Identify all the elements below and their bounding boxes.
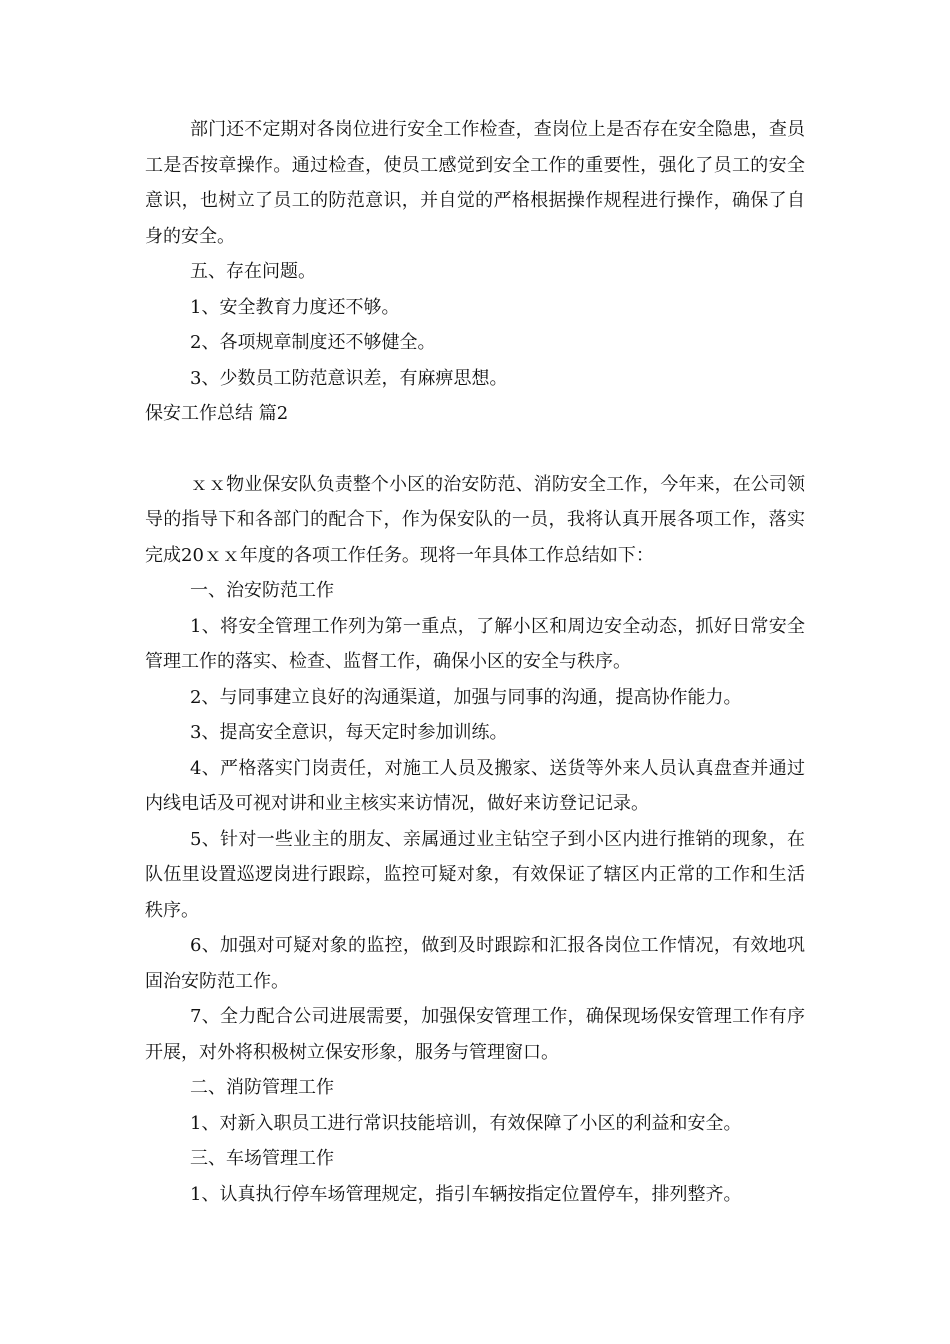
paragraph-intro: ｘｘ物业保安队负责整个小区的治安防范、消防安全工作，今年来，在公司领导的指导下和各部门的配合下，作为保安队的一员，我将认真开展各项工作，落实完成20ｘｘ年度的各项工作任务。现将一年具体工作总结如下： [145,473,805,566]
parking-item-1: 1、认真执行停车场管理规定，指引车辆按指定位置停车，排列整齐。 [190,1183,742,1205]
heading-issues: 五、存在问题。 [190,261,316,282]
security-item-3: 3、提高安全意识，每天定时参加训练。 [190,722,508,743]
blank-line [145,432,805,467]
section-title: 保安工作总结 篇2 [145,403,289,424]
security-item-7: 7、全力配合公司进展需要，加强保安管理工作，确保现场保安管理工作有序开展，对外将积极树立保安形象，服务与管理窗口。 [145,1006,805,1063]
issue-item-2: 2、各项规章制度还不够健全。 [190,332,436,353]
heading-parking: 三、车场管理工作 [190,1148,334,1169]
security-item-2: 2、与同事建立良好的沟通渠道，加强与同事的沟通，提高协作能力。 [190,686,742,708]
issue-item-3: 3、少数员工防范意识差，有麻痹思想。 [190,367,508,389]
document-body [145,112,805,1212]
heading-security: 一、治安防范工作 [190,580,334,601]
security-item-6: 6、加强对可疑对象的监控，做到及时跟踪和汇报各岗位工作情况，有效地巩固治安防范工作。 [145,935,805,992]
heading-fire: 二、消防管理工作 [190,1077,334,1098]
security-item-1: 1、将安全管理工作列为第一重点，了解小区和周边安全动态，抓好日常安全管理工作的落实、检查、监督工作，确保小区的安全与秩序。 [145,615,805,672]
fire-item-1: 1、对新入职员工进行常识技能培训，有效保障了小区的利益和安全。 [190,1112,742,1134]
security-item-4: 4、严格落实门岗责任，对施工人员及搬家、送货等外来人员认真盘查并通过内线电话及可视对讲和业主核实来访情况，做好来访登记记录。 [145,757,805,814]
security-item-5: 5、针对一些业主的朋友、亲属通过业主钻空子到小区内进行推销的现象，在队伍里设置巡逻岗进行跟踪，监控可疑对象，有效保证了辖区内正常的工作和生活秩序。 [145,828,805,921]
paragraph-inspection: 部门还不定期对各岗位进行安全工作检查，查岗位上是否存在安全隐患，查员工是否按章操作。通过检查，使员工感觉到安全工作的重要性，强化了员工的安全意识，也树立了员工的防范意识，并自觉的严格根据操作规程进行操作，确保了自身的安全。 [145,119,805,247]
issue-item-1: 1、安全教育力度还不够。 [190,296,400,318]
